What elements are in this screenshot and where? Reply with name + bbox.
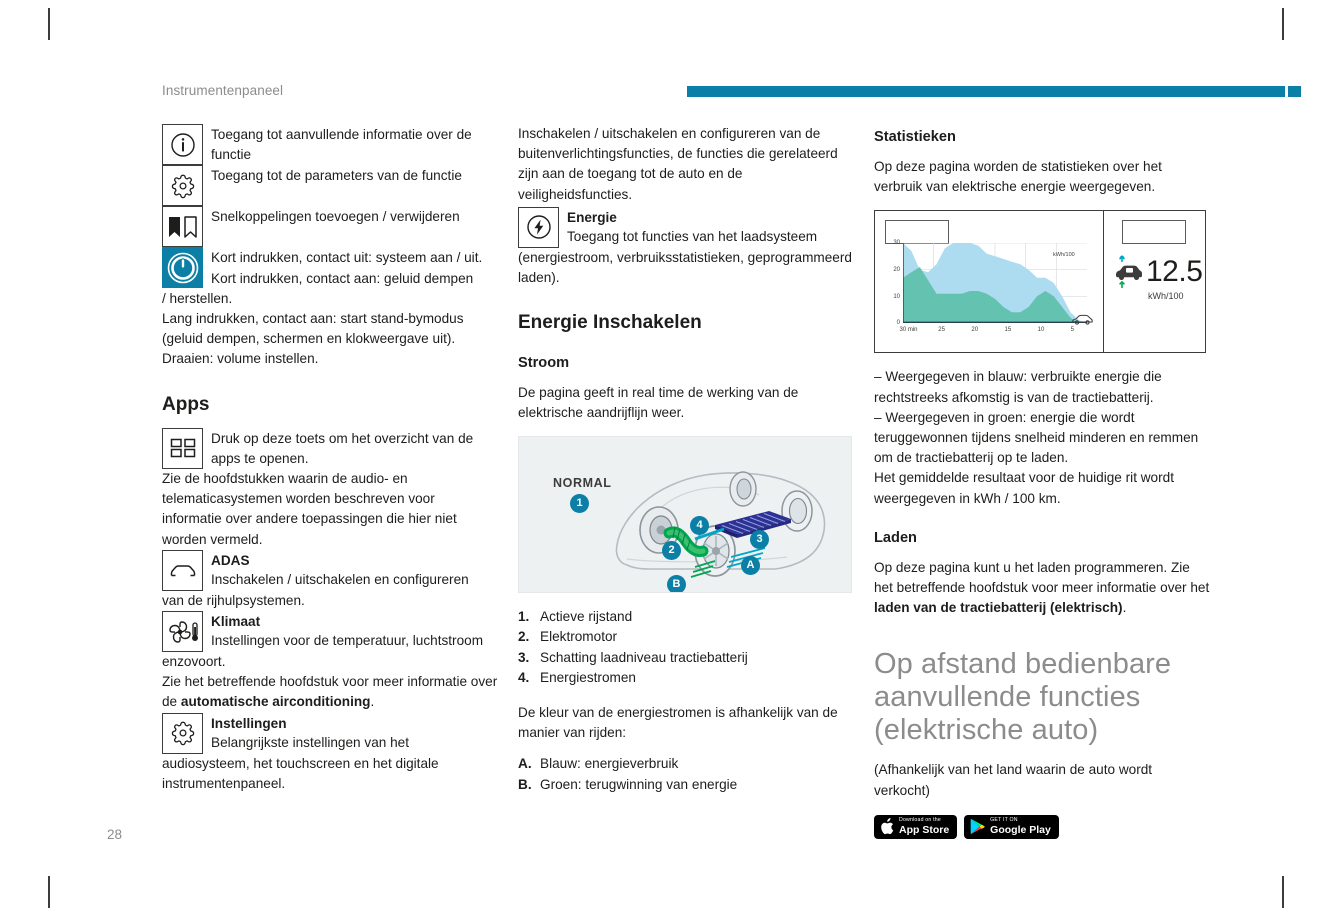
consumption-chart-panel <box>875 211 1104 352</box>
power-paragraph: Lang indrukken, contact aan: start stand-bymodus (geluid dempen, schermen en klokweergave uit). Draaien: volume instellen. <box>162 311 464 367</box>
energie-title: Energie <box>567 209 617 225</box>
chart-unit-label: kWh/100 <box>1053 252 1075 259</box>
app-store-badge[interactable] <box>874 815 957 839</box>
google-play-badge[interactable] <box>964 815 1059 839</box>
icon-row-power <box>162 247 498 288</box>
laden-paragraph <box>874 558 1210 619</box>
list-item <box>518 607 854 628</box>
statistieken-heading: Statistieken <box>874 129 956 145</box>
klimaat-continuation: enzovoort. <box>162 654 226 670</box>
chapter-heading: Op afstand bedienbare aanvullende functies (elektrische auto) <box>874 648 1172 747</box>
google-play-text <box>990 818 1051 835</box>
column-three <box>874 124 1210 839</box>
bullet-green: – Weergegeven in groen: energie die wordt teruggewonnen tijdens snelheid minderen en remmen om de tractiebatterij op te laden. <box>874 409 1199 466</box>
laden-paragraph-a: Op deze pagina kunt u het laden programmeren. Zie het betreffende hoofdstuk voor meer informatie over het <box>874 559 1210 596</box>
bullet-blue: – Weergegeven in blauw: verbruikte energie die rechtstreeks afkomstig is van de tractiebatterij. <box>874 369 1162 405</box>
google-play-big: Google Play <box>990 823 1051 836</box>
running-head: Instrumentenpaneel <box>162 83 284 98</box>
icon-row-adas-label <box>211 550 469 590</box>
icon-row-parameters <box>162 165 498 206</box>
list-label: Elektromotor <box>540 629 618 645</box>
laden-heading: Laden <box>874 529 917 546</box>
callout-2: 2 <box>662 541 681 560</box>
powertrain-diagram <box>518 436 852 593</box>
klimaat-title: Klimaat <box>211 614 261 630</box>
list-item <box>518 648 854 669</box>
average-paragraph: Het gemiddelde resultaat voor de huidige rit wordt weergegeven in kWh / 100 km. <box>874 470 1174 506</box>
icon-row-instellingen-label <box>211 713 409 753</box>
car-marker-icon <box>1071 314 1093 325</box>
app-store-big: App Store <box>899 823 950 836</box>
settings-gear-icon <box>162 713 203 754</box>
list-label: Blauw: energieverbruik <box>540 756 679 772</box>
callout-b: B <box>667 575 686 593</box>
power-line-2: Kort indrukken, contact aan: geluid dempen <box>211 270 474 286</box>
icon-row-info-label: Toegang tot aanvullende informatie over de functie <box>211 127 472 163</box>
list-marker: B. <box>518 777 532 792</box>
x-tick-30min: 30 min <box>899 327 918 334</box>
icon-row-klimaat <box>162 611 498 652</box>
crop-mark-bottom-left <box>48 876 50 908</box>
x-tick-5: 5 <box>1070 327 1074 334</box>
klimaat-paragraph-b: . <box>370 694 375 710</box>
stroom-paragraph: De pagina geeft in real time de werking van de elektrische aandrijflijn weer. <box>518 385 799 421</box>
icon-row-apps <box>162 428 498 469</box>
gear-icon <box>162 165 203 206</box>
apps-heading: Apps <box>162 393 210 415</box>
google-play-small: GET IT ON <box>990 817 1018 824</box>
klimaat-paragraph-a: Zie het betreffende hoofdstuk voor meer informatie over de <box>162 674 498 710</box>
y-tick-0: 0 <box>896 320 900 327</box>
list-marker: 1. <box>518 608 530 624</box>
power-button-icon <box>162 247 203 288</box>
list-item <box>518 775 854 796</box>
x-tick-15: 15 <box>1004 327 1012 334</box>
x-tick-25: 25 <box>938 327 945 334</box>
drive-mode-label: NORMAL <box>553 475 612 490</box>
icon-row-apps-label: Druk op deze toets om het overzicht van de apps te openen. <box>211 430 474 466</box>
energy-bolt-icon <box>518 207 559 248</box>
apps-grid-icon <box>162 428 203 469</box>
icon-row-klimaat-label <box>211 611 483 651</box>
icon-row-shortcuts <box>162 206 498 247</box>
y-tick-20: 20 <box>893 267 900 274</box>
crop-mark-top-right <box>1282 8 1284 40</box>
adas-car-icon <box>162 550 203 591</box>
instellingen-text: Belangrijkste instellingen van het <box>211 734 409 750</box>
klimaat-bold: automatische airconditioning <box>180 694 371 710</box>
list-item <box>518 754 854 775</box>
car-consumption-icon <box>1114 255 1144 289</box>
icon-row-shortcuts-label: Snelkoppelingen toevoegen / verwijderen <box>211 209 460 225</box>
adas-continuation: van de rijhulpsystemen. <box>162 592 305 608</box>
icon-row-adas <box>162 550 498 591</box>
icon-row-instellingen <box>162 713 498 754</box>
x-tick-10: 10 <box>1037 327 1045 334</box>
statistieken-paragraph: Op deze pagina worden de statistieken over het verbruik van elektrische energie weergegeven. <box>874 159 1162 195</box>
column-one <box>162 124 498 794</box>
energie-inschakelen-heading: Energie Inschakelen <box>518 312 702 334</box>
callout-4: 4 <box>690 516 709 535</box>
list-label: Schatting laadniveau tractiebatterij <box>540 649 748 665</box>
statistics-screen <box>874 210 1206 353</box>
klimaat-paragraph <box>162 672 498 712</box>
app-store-badges <box>874 815 1210 839</box>
laden-bold: laden van de tractiebatterij (elektrisch) <box>874 600 1123 616</box>
y-tick-30: 30 <box>893 240 900 247</box>
bookmarks-icon <box>162 206 203 247</box>
klimaat-text: Instellingen voor de temperatuur, luchtstroom <box>211 633 484 649</box>
callout-1: 1 <box>570 494 589 513</box>
readout-tab-placeholder[interactable] <box>1122 220 1186 244</box>
callout-a: A <box>741 556 760 575</box>
climate-fan-icon <box>162 611 203 652</box>
list-item <box>518 668 854 689</box>
column-two <box>518 124 854 796</box>
icon-row-info <box>162 124 498 165</box>
page-number: 28 <box>107 827 123 842</box>
crop-mark-top-left <box>48 8 50 40</box>
list-item <box>518 627 854 648</box>
laden-paragraph-b: . <box>1122 600 1127 616</box>
list-marker: 4. <box>518 670 530 686</box>
callout-3: 3 <box>750 530 769 549</box>
icon-row-energie <box>518 207 854 248</box>
list-marker: 3. <box>518 649 530 665</box>
stroom-heading: Stroom <box>518 355 570 372</box>
energie-text: Toegang tot functies van het laadsysteem <box>567 228 818 244</box>
powertrain-illustration <box>519 437 852 593</box>
energie-continuation: (energiestroom, verbruiksstatistieken, geprogrammeerd laden). <box>518 249 852 286</box>
power-continuation: / herstellen. <box>162 290 233 306</box>
icon-row-power-label <box>211 247 482 288</box>
crop-mark-bottom-right <box>1282 876 1284 908</box>
icon-row-parameters-label: Toegang tot de parameters van de functie <box>211 168 462 184</box>
apple-icon <box>880 818 894 835</box>
list-marker: A. <box>518 756 532 772</box>
energy-color-paragraph: De kleur van de energiestromen is afhankelijk van de manier van rijden: <box>518 705 838 741</box>
average-consumption-panel <box>1104 211 1205 352</box>
x-tick-20: 20 <box>971 327 979 334</box>
header-accent-bar <box>687 86 1285 97</box>
app-store-text <box>899 818 949 835</box>
power-line-1: Kort indrukken, contact uit: systeem aan / uit. <box>211 250 483 266</box>
info-circle-icon <box>162 124 203 165</box>
energy-color-legend <box>518 754 854 795</box>
adas-title: ADAS <box>211 552 250 568</box>
column2-intro: Inschakelen / uitschakelen en configureren van de buitenverlichtingsfuncties, de functies die gerelateerd zijn aan de toegang tot de auto en de veiligheidsfuncties. <box>518 126 838 202</box>
list-marker: 2. <box>518 629 530 645</box>
average-consumption-value: 12.5 <box>1146 255 1203 289</box>
adas-text: Inschakelen / uitschakelen en configureren <box>211 571 469 587</box>
y-tick-10: 10 <box>893 293 900 300</box>
google-play-icon <box>970 818 985 835</box>
instellingen-continuation: audiosysteem, het touchscreen en het digitale instrumentenpaneel. <box>162 755 439 791</box>
list-label: Energiestromen <box>540 670 636 686</box>
average-consumption-unit: kWh/100 <box>1148 291 1184 302</box>
icon-row-energie-label <box>567 207 817 247</box>
instellingen-title: Instellingen <box>211 715 287 731</box>
apps-paragraph: Zie de hoofdstukken waarin de audio- en telematicasystemen worden beschreven voor informatie over andere toepassingen die hier niet worden vermeld. <box>162 471 457 547</box>
list-label: Actieve rijstand <box>540 608 633 624</box>
app-store-small: Download on the <box>899 817 941 824</box>
diagram-legend-list <box>518 607 854 689</box>
chapter-note: (Afhankelijk van het land waarin de auto wordt verkocht) <box>874 762 1153 798</box>
list-label: Groen: terugwinning van energie <box>540 777 738 792</box>
header-accent-bar-tip <box>1288 86 1301 97</box>
